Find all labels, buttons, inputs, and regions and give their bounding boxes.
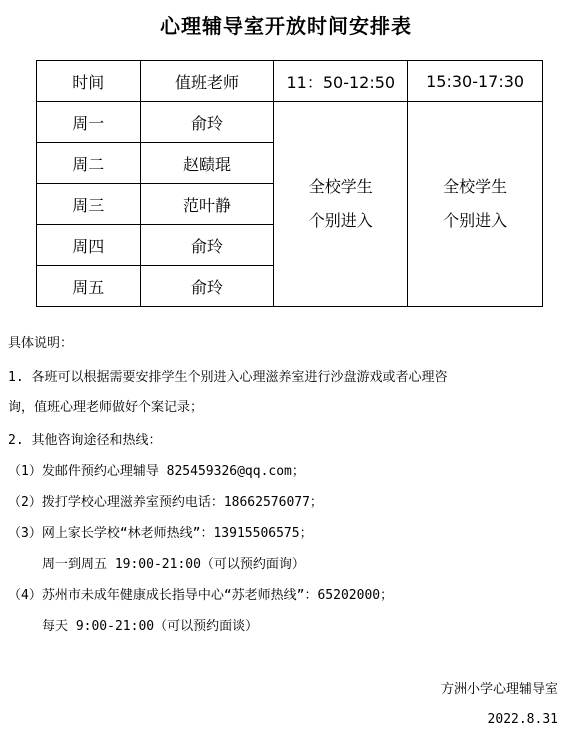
noon-slot-cell — [274, 102, 408, 307]
teacher-cell: 俞玲 — [140, 225, 274, 266]
teacher-cell: 赵赜琨 — [140, 143, 274, 184]
day-cell: 周二 — [37, 143, 141, 184]
teacher-cell: 俞玲 — [140, 266, 274, 307]
notes-heading: 具体说明： — [8, 336, 74, 351]
note-sub-item-4: （4）苏州市未成年健康成长指导中心“苏老师热线”：65202000； — [8, 588, 394, 603]
day-cell: 周五 — [37, 266, 141, 307]
table-header-row — [37, 61, 543, 102]
header-noon-slot: 11：50-12:50 — [274, 61, 408, 102]
footer-organization: 方洲小学心理辅导室 — [440, 682, 558, 697]
note-item-2-heading: 2. 其他咨询途径和热线： — [8, 433, 162, 448]
afternoon-slot-line-2: 个别进入 — [443, 211, 508, 230]
day-cell: 周一 — [37, 102, 141, 143]
footer-date: 2022.8.31 — [487, 712, 558, 727]
day-cell: 周三 — [37, 184, 141, 225]
noon-slot-line-2: 个别进入 — [308, 211, 373, 230]
schedule-table — [36, 60, 543, 307]
note-sub-item-4-detail: 每天 9:00-21:00（可以预约面谈） — [42, 619, 259, 634]
header-teacher: 值班老师 — [140, 61, 274, 102]
note-sub-item-2: （2）拨打学校心理滋养室预约电话：18662576077； — [8, 495, 323, 510]
note-sub-item-3: （3）网上家长学校“林老师热线”：13915506575； — [8, 526, 313, 541]
note-sub-item-1: （1）发邮件预约心理辅导 825459326@qq.com； — [8, 464, 305, 479]
afternoon-slot-cell — [408, 102, 543, 307]
note-item-1-line-1: 1. 各班可以根据需要安排学生个别进入心理滋养室进行沙盘游戏或者心理咨 — [8, 370, 448, 385]
header-time: 时间 — [37, 61, 141, 102]
table-row — [37, 102, 543, 143]
teacher-cell: 俞玲 — [140, 102, 274, 143]
day-cell: 周四 — [37, 225, 141, 266]
afternoon-slot-line-1: 全校学生 — [443, 177, 508, 196]
noon-slot-line-1: 全校学生 — [308, 177, 373, 196]
page-title: 心理辅导室开放时间安排表 — [160, 14, 412, 38]
header-afternoon-slot: 15:30-17:30 — [408, 61, 543, 102]
note-item-1-line-2: 询，值班心理老师做好个案记录； — [8, 400, 204, 415]
note-sub-item-3-detail: 周一到周五 19:00-21:00（可以预约面询） — [42, 557, 305, 572]
teacher-cell: 范叶静 — [140, 184, 274, 225]
